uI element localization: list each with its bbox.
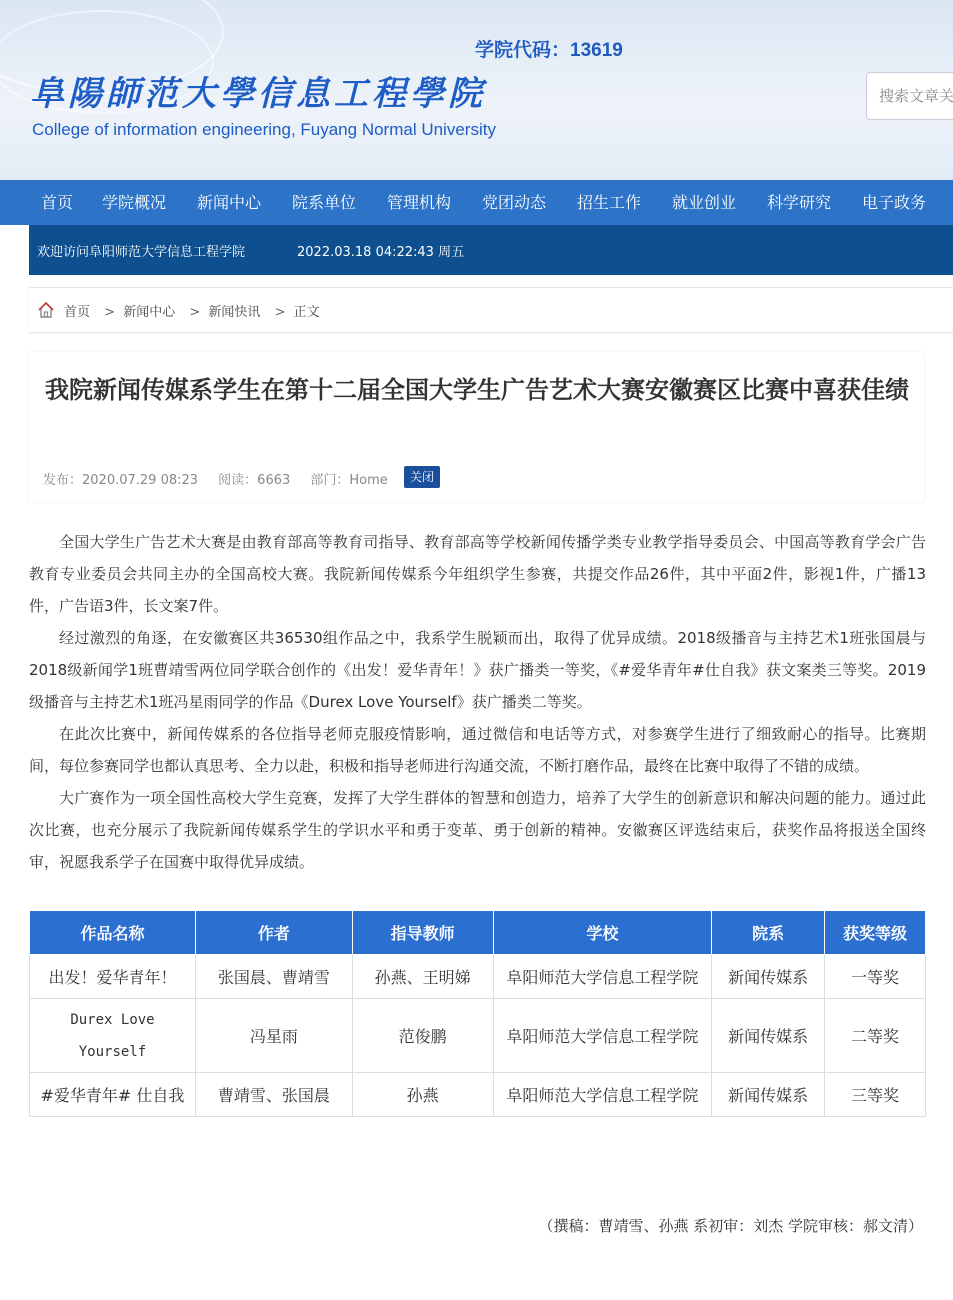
cell-author: 张国晨、曹靖雪 — [195, 955, 352, 999]
cell-school: 阜阳师范大学信息工程学院 — [493, 999, 712, 1073]
cell-department: 新闻传媒系 — [712, 999, 825, 1073]
paragraph: 经过激烈的角逐，在安徽赛区共36530组作品之中，我系学生脱颖而出，取得了优异成绩。2018级播音与主持艺术1班张国晨与2018级新闻学1班曹靖雪两位同学联合创作的《出发！爱华青年！》获广播类一等奖，《#爱华青年#仕自我》获文案类三等奖。2019级播音与主持艺术1班冯星雨同学的作品《Durex Love Yourself》获广播类二等奖。 — [29, 629, 926, 711]
nav-item-departments[interactable]: 院系单位 — [292, 193, 357, 212]
column-header: 作品名称 — [30, 911, 196, 955]
cell-school: 阜阳师范大学信息工程学院 — [493, 1073, 712, 1117]
nav-item-about[interactable]: 学院概况 — [102, 193, 167, 212]
nav-item-admissions[interactable]: 招生工作 — [577, 193, 642, 212]
breadcrumb-current: 正文 — [293, 305, 320, 320]
nav-item-party[interactable]: 党团动态 — [482, 193, 547, 212]
cell-award: 三等奖 — [825, 1073, 926, 1117]
publish-date: 发布：2020.07.29 08:23 — [43, 473, 199, 488]
article-meta — [43, 469, 404, 488]
cell-work: 出发！爱华青年！ — [30, 955, 196, 999]
table-header-row — [30, 911, 926, 955]
table-row — [30, 999, 926, 1073]
logo-chinese-name[interactable]: 阜陽師范大學信息工程學院 — [30, 74, 486, 114]
paragraph: 全国大学生广告艺术大赛是由教育部高等教育司指导、教育部高等学校新闻传播学类专业教学指导委员会、中国高等教育学会广告教育专业委员会共同主办的全国高校大赛。我院新闻传媒系今年组织学生参赛，共提交作品26件，其中平面2件，影视1件，广播13件，广告语3件，长文案7件。 — [29, 533, 926, 615]
nav-item-e-government[interactable]: 电子政务 — [862, 193, 927, 212]
nav-item-administration[interactable]: 管理机构 — [387, 193, 452, 212]
cell-award: 一等奖 — [825, 955, 926, 999]
nav-item-home[interactable]: 首页 — [41, 193, 74, 212]
site-header — [0, 0, 953, 180]
breadcrumb-separator: > — [104, 305, 116, 320]
close-button[interactable]: 关闭 — [404, 466, 440, 488]
breadcrumb-home[interactable]: 首页 — [64, 305, 91, 320]
cell-work: Durex Love Yourself — [30, 999, 196, 1073]
welcome-text: 欢迎访问阜阳师范大学信息工程学院 — [37, 245, 246, 260]
main-nav — [0, 180, 953, 225]
department: 部门：Home — [310, 473, 388, 488]
awards-table — [29, 910, 926, 1117]
cell-author: 冯星雨 — [195, 999, 352, 1073]
column-header: 院系 — [712, 911, 825, 955]
read-count: 阅读：6663 — [218, 473, 291, 488]
search-box[interactable] — [866, 72, 953, 120]
home-icon — [37, 301, 55, 319]
article-header — [29, 352, 924, 502]
college-code: 学院代码：13619 — [475, 40, 623, 61]
cell-advisor: 范俊鹏 — [352, 999, 493, 1073]
column-header: 指导教师 — [352, 911, 493, 955]
search-input[interactable] — [877, 86, 953, 106]
article-body — [29, 526, 926, 878]
table-row — [30, 1073, 926, 1117]
paragraph: 大广赛作为一项全国性高校大学生竞赛，发挥了大学生群体的智慧和创造力，培养了大学生的创新意识和解决问题的能力。通过此次比赛，也充分展示了我院新闻传媒系学生的学识水平和勇于变革、勇于创新的精神。安徽赛区评选结束后，获奖作品将报送全国终审，祝愿我系学子在国赛中取得优异成绩。 — [29, 789, 926, 871]
article-title: 我院新闻传媒系学生在第十二届全国大学生广告艺术大赛安徽赛区比赛中喜获佳绩 — [45, 376, 909, 404]
column-header: 学校 — [493, 911, 712, 955]
cell-school: 阜阳师范大学信息工程学院 — [493, 955, 712, 999]
byline-note: （撰稿：曹靖雪、孙燕 系初审：刘杰 学院审核：郝文清） — [538, 1217, 923, 1235]
column-header: 获奖等级 — [825, 911, 926, 955]
cell-advisor: 孙燕 — [352, 1073, 493, 1117]
nav-item-employment[interactable]: 就业创业 — [672, 193, 737, 212]
nav-item-news[interactable]: 新闻中心 — [197, 193, 262, 212]
breadcrumb-news-center[interactable]: 新闻中心 — [123, 305, 176, 320]
current-datetime: 2022.03.18 04:22:43 周五 — [297, 245, 465, 260]
logo-english-name: College of information engineering, Fuyang Normal University — [32, 120, 496, 139]
cell-advisor: 孙燕、王明娣 — [352, 955, 493, 999]
cell-award: 二等奖 — [825, 999, 926, 1073]
table-row — [30, 955, 926, 999]
paragraph: 在此次比赛中，新闻传媒系的各位指导老师克服疫情影响，通过微信和电话等方式，对参赛学生进行了细致耐心的指导。比赛期间，每位参赛同学也都认真思考、全力以赴，积极和指导老师进行沟通交流，不断打磨作品，最终在比赛中取得了不错的成绩。 — [29, 725, 926, 775]
breadcrumb-separator: > — [274, 305, 286, 320]
breadcrumb-news-flash[interactable]: 新闻快讯 — [208, 305, 261, 320]
cell-department: 新闻传媒系 — [712, 955, 825, 999]
cell-work: #爱华青年# 仕自我 — [30, 1073, 196, 1117]
breadcrumb-separator: > — [189, 305, 201, 320]
welcome-bar — [29, 225, 953, 275]
nav-item-research[interactable]: 科学研究 — [767, 193, 832, 212]
cell-department: 新闻传媒系 — [712, 1073, 825, 1117]
column-header: 作者 — [195, 911, 352, 955]
breadcrumb — [29, 287, 953, 333]
cell-author: 曹靖雪、张国晨 — [195, 1073, 352, 1117]
